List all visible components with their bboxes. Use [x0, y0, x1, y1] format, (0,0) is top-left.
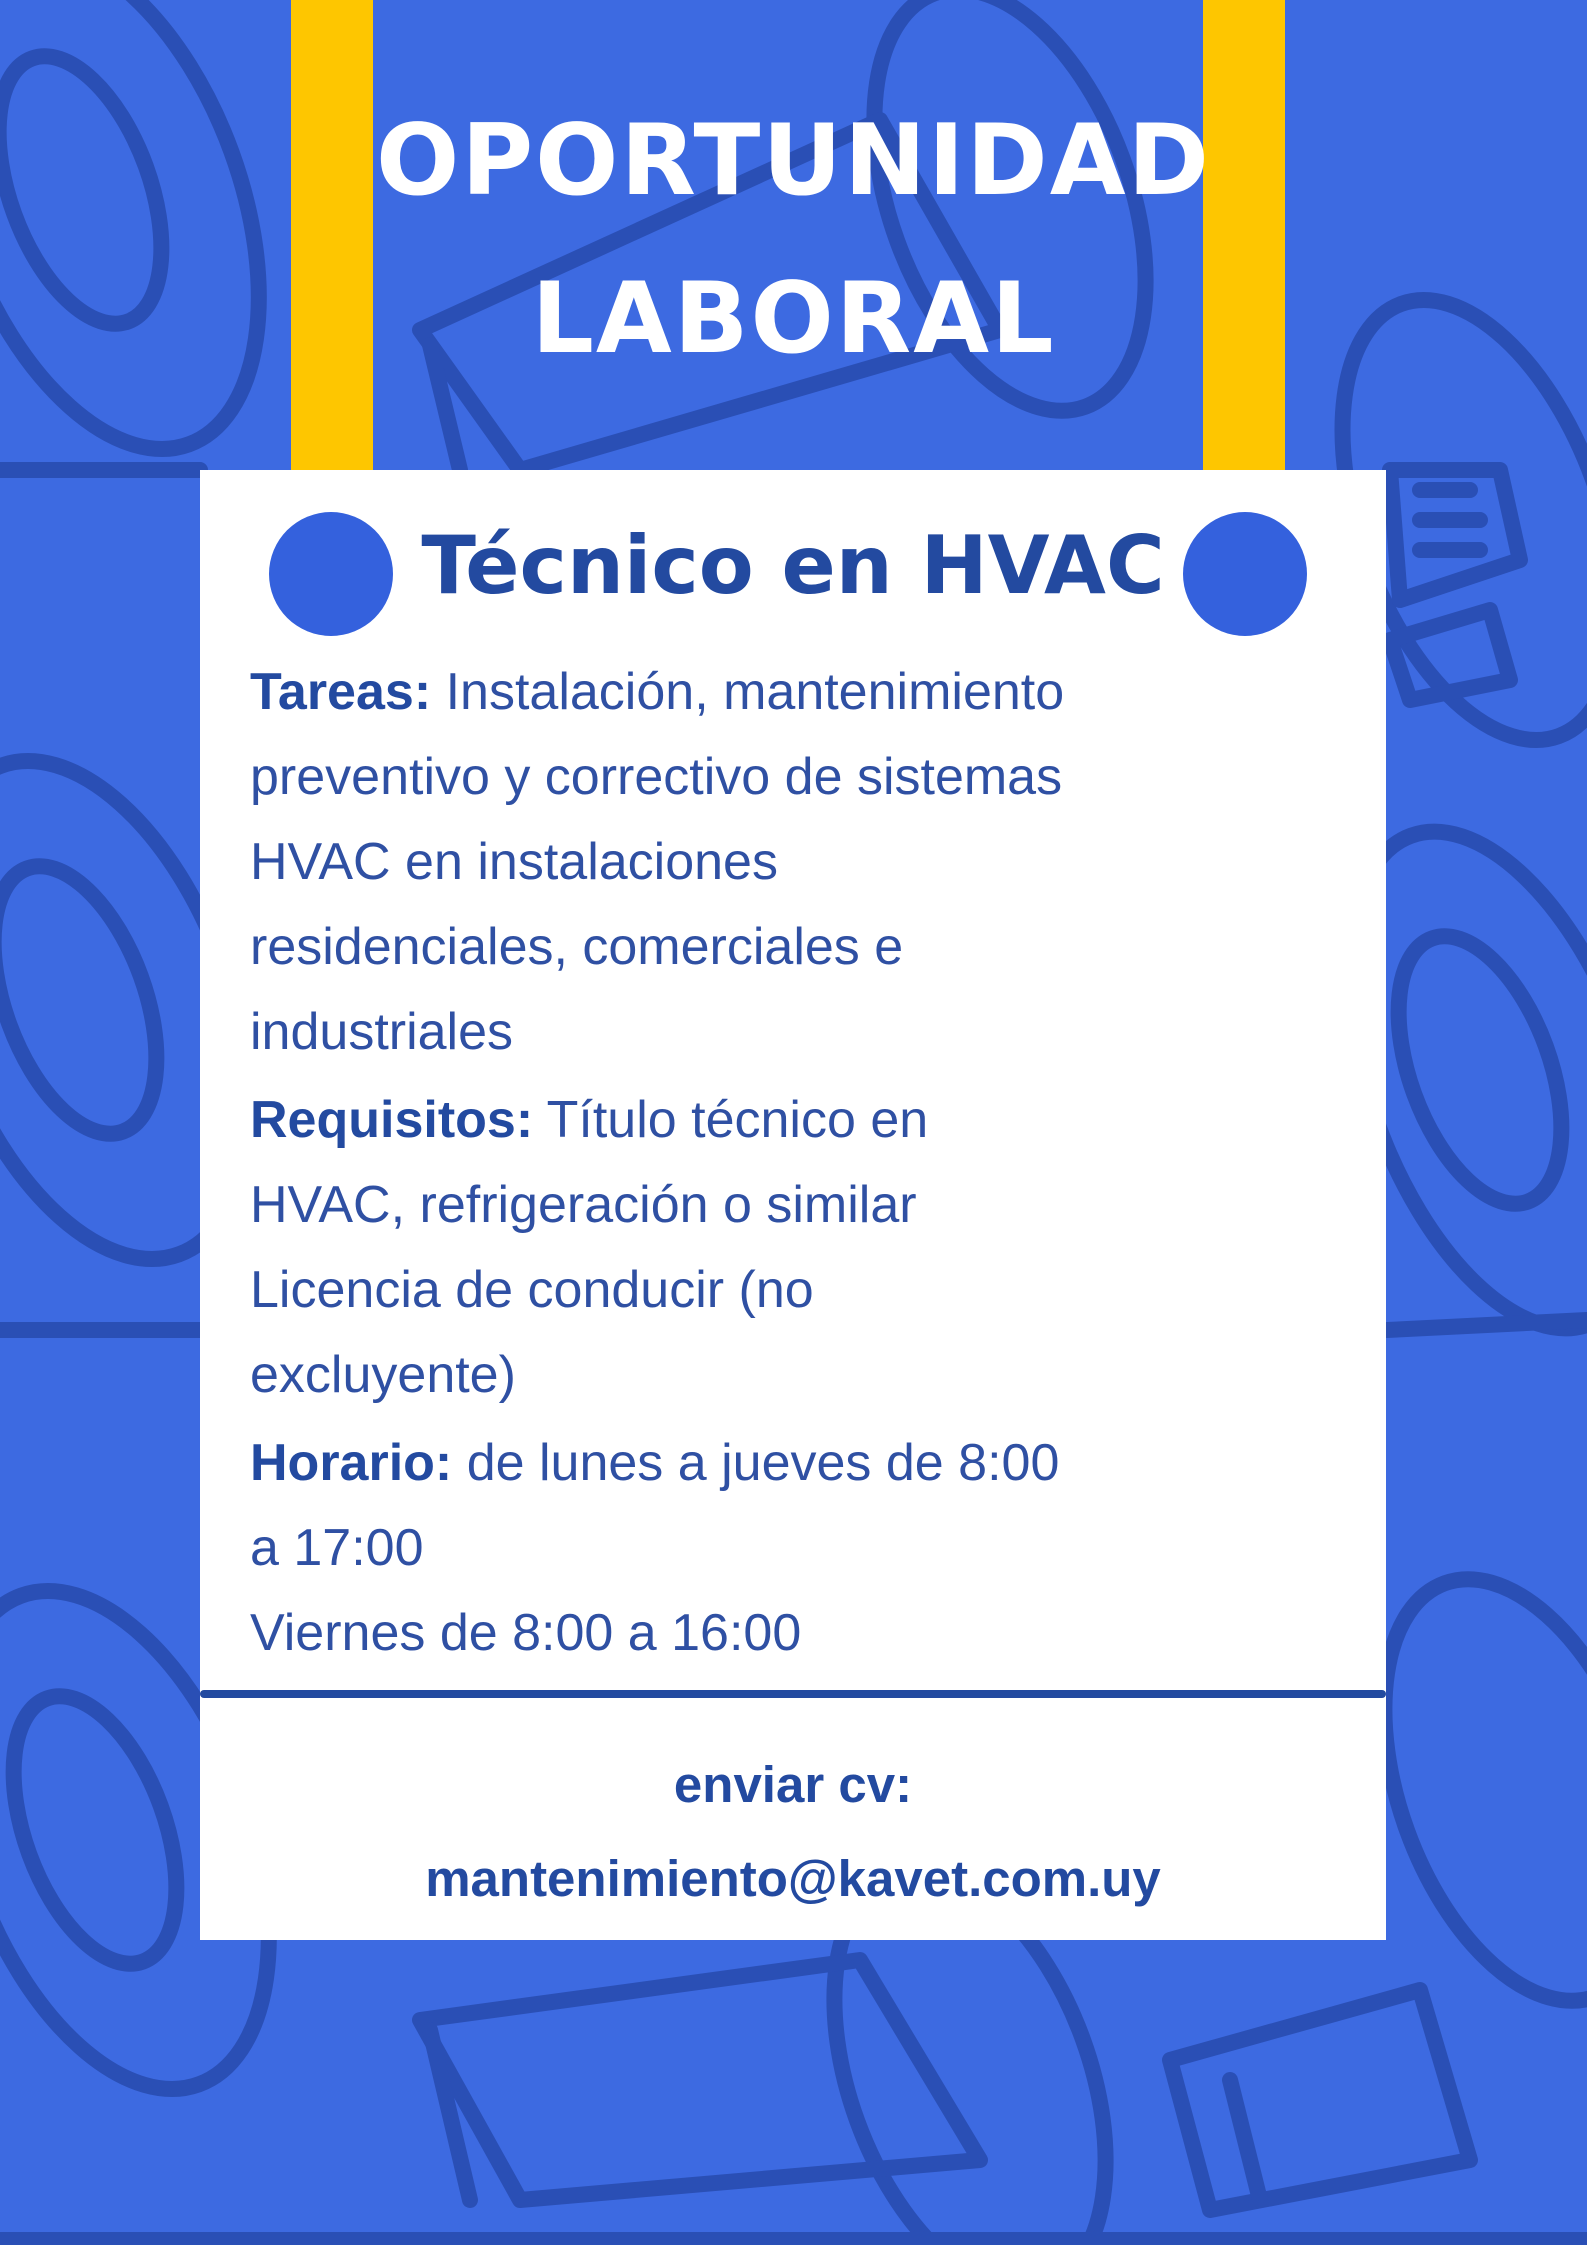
headline-line-2: LABORAL: [531, 262, 1056, 376]
tasks-line: [250, 650, 1250, 735]
requirements-text: Licencia de conducir (no: [250, 1261, 814, 1319]
megaphone-icon: [0, 0, 320, 492]
tasks-text: industriales: [250, 1003, 514, 1061]
left-yellow-strip: [291, 0, 373, 493]
tasks-label: Tareas:: [250, 663, 432, 721]
tasks-text: residenciales, comerciales e: [250, 918, 904, 976]
contact-section: [200, 1738, 1386, 1926]
card-body: [250, 650, 1250, 1679]
schedule-label: Horario:: [250, 1434, 453, 1492]
requirements-label: Requisitos:: [250, 1091, 534, 1149]
contact-email-link[interactable]: mantenimiento@kavet.com.uy: [425, 1850, 1161, 1907]
tasks-section: [250, 650, 1250, 1075]
tasks-text: preventivo y correctivo de sistemas: [250, 748, 1063, 806]
requirements-section: [250, 1078, 1250, 1418]
tasks-text: Instalación, mantenimiento: [431, 663, 1065, 721]
headline-line-1: OPORTUNIDAD: [376, 104, 1211, 218]
requirements-text: HVAC, refrigeración o similar: [250, 1176, 917, 1234]
left-pin: [269, 512, 393, 636]
schedule-text: a 17:00: [250, 1519, 424, 1577]
schedule-section: [250, 1421, 1250, 1676]
divider: [200, 1690, 1386, 1698]
job-title: Técnico en HVAC: [421, 519, 1165, 612]
right-pin: [1183, 512, 1307, 636]
requirements-line: [250, 1078, 1250, 1163]
schedule-line: [250, 1421, 1250, 1506]
contact-label: enviar cv:: [673, 1756, 913, 1813]
requirements-text: Título técnico en: [533, 1091, 929, 1149]
schedule-text: Viernes de 8:00 a 16:00: [250, 1604, 802, 1662]
requirements-text: excluyente): [250, 1346, 516, 1404]
tasks-text: HVAC en instalaciones: [250, 833, 778, 891]
right-yellow-strip: [1203, 0, 1285, 503]
megaphone-icon: [420, 0, 1198, 470]
job-card: [200, 470, 1386, 1940]
schedule-text: de lunes a jueves de 8:00: [452, 1434, 1060, 1492]
